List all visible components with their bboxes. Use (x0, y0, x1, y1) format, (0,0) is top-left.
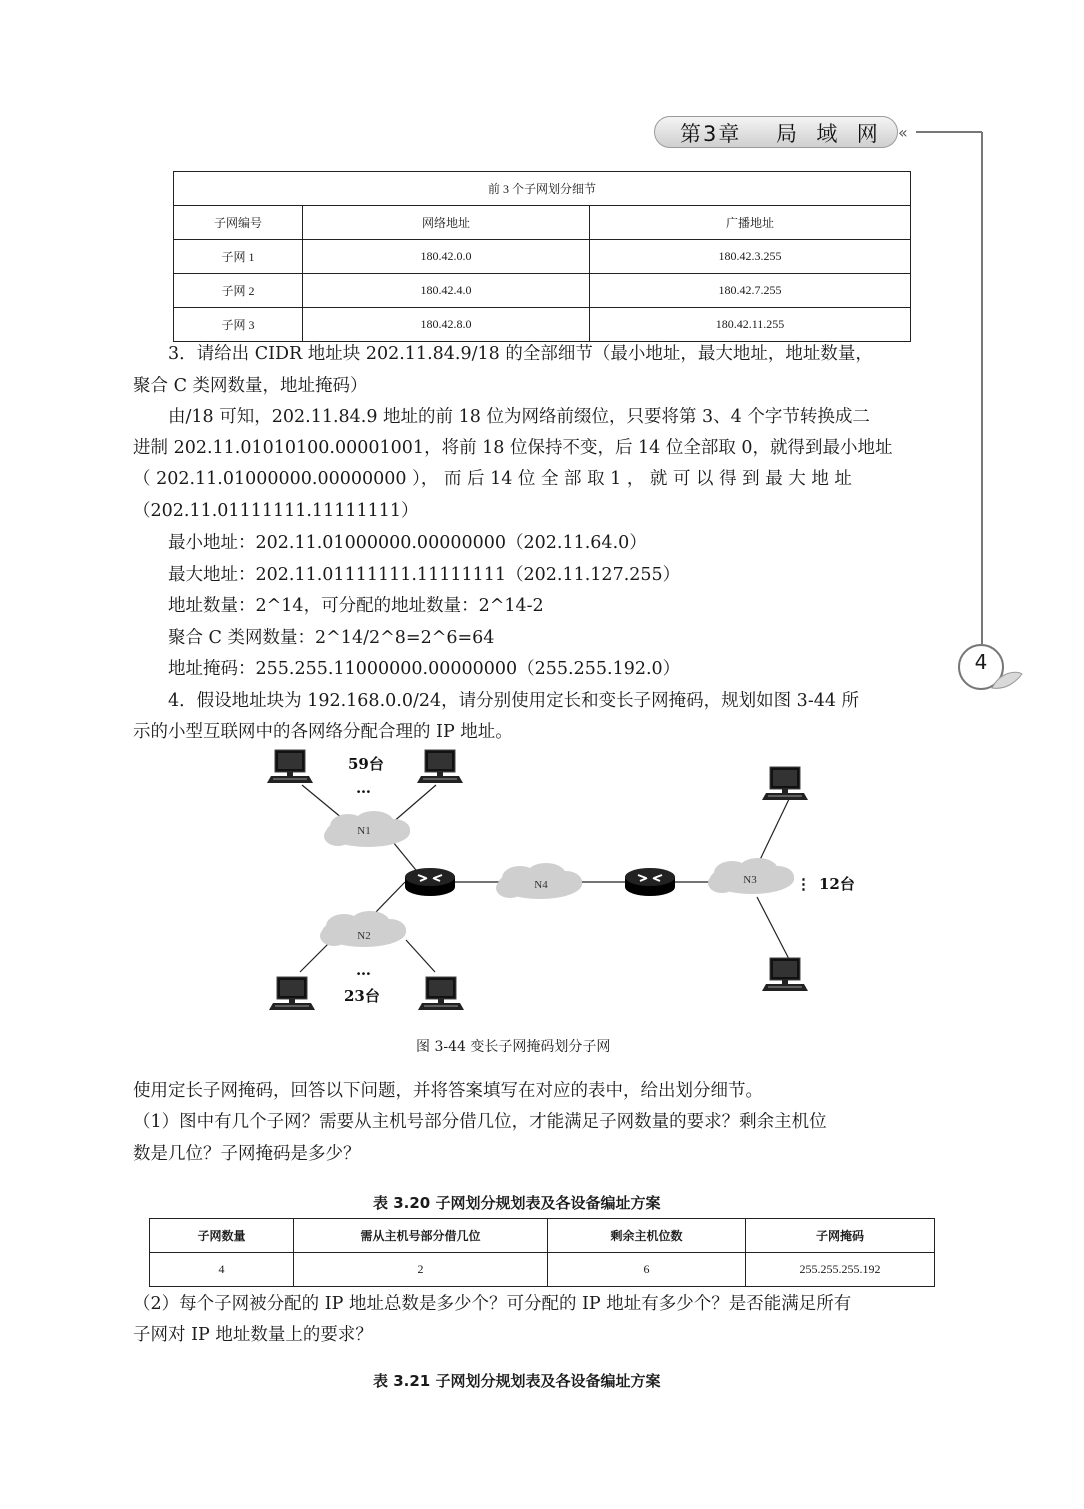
paragraph-line: 4．假设地址块为 192.168.0.0/24，请分别使用定长和变长子网掩码，规划如图 3-44 所 (133, 691, 860, 711)
table-cell: 4 (150, 1253, 294, 1287)
paragraph-line: 子网对 IP 地址数量上的要求？ (133, 1325, 373, 1345)
table-cell: 子网 1 (174, 240, 303, 274)
table-row (174, 274, 911, 308)
computer-icon (762, 958, 808, 991)
paragraph-line: （2）每个子网被分配的 IP 地址总数是多少个？可分配的 IP 地址有多少个？是否能满足所有 (133, 1294, 852, 1314)
host-count-label: 59台 (348, 755, 384, 773)
network-diagram (260, 745, 880, 1020)
table-cell: 2 (294, 1253, 548, 1287)
computer-icon (418, 977, 464, 1010)
vertical-ellipsis: ⋮ (796, 875, 811, 893)
table-cell: 180.42.3.255 (590, 240, 911, 274)
figure-caption: 图 3-44 变长子网掩码划分子网 (416, 1039, 611, 1055)
table-caption: 表 3.21 子网划分规划表及各设备编址方案 (373, 1372, 661, 1390)
ellipsis: … (356, 961, 371, 979)
paragraph-line: 进制 202.11.01010100.00001001，将前 18 位保持不变，后 14 位全部取 0，就得到最小地址 (133, 438, 893, 458)
computer-icon (267, 750, 313, 783)
table-cell: 180.42.8.0 (303, 308, 590, 342)
table-header: 需从主机号部分借几位 (294, 1219, 548, 1253)
chapter-title: 第3章 局 域 网 (680, 122, 880, 146)
paragraph-line: 3．请给出 CIDR 地址块 202.11.84.9/18 的全部细节（最小地址，最大地址，地址数量， (133, 344, 873, 364)
table-row (174, 308, 911, 342)
table-header: 网络地址 (303, 206, 590, 240)
computer-icon (417, 750, 463, 783)
page-number: 4 (974, 650, 988, 674)
paragraph-line: 由/18 可知，202.11.84.9 地址的前 18 位为网络前缀位，只要将第 3、4 个字节转换成二 (133, 407, 870, 427)
paragraph-line: 示的小型互联网中的各网络分配合理的 IP 地址。 (133, 722, 513, 742)
paragraph-line: 聚合 C 类网数量：2^14/2^8=2^6=64 (133, 628, 495, 648)
table-header: 子网编号 (174, 206, 303, 240)
network-label: N4 (534, 879, 548, 891)
host-count-label: 23台 (344, 987, 380, 1005)
paragraph-line: （202.11.01111111.11111111） (133, 501, 419, 521)
paragraph-line: 地址数量：2^14，可分配的地址数量：2^14-2 (133, 596, 544, 616)
subnet-detail-table (173, 171, 911, 342)
paragraph-line: 聚合 C 类网数量，地址掩码） (133, 376, 368, 396)
table-cell: 180.42.7.255 (590, 274, 911, 308)
network-label: N2 (357, 930, 371, 942)
router-icon (405, 868, 455, 896)
table-header: 广播地址 (590, 206, 911, 240)
paragraph-line: 最大地址：202.11.01111111.11111111（202.11.127.255） (133, 565, 681, 585)
table-cell: 180.42.4.0 (303, 274, 590, 308)
table-cell: 子网 2 (174, 274, 303, 308)
network-label: N3 (743, 874, 757, 886)
network-label: N1 (357, 825, 371, 837)
table-caption: 前 3 个子网划分细节 (174, 172, 911, 206)
table-cell: 6 (548, 1253, 746, 1287)
paragraph-line: 地址掩码：255.255.11000000.00000000（255.255.192.0） (133, 659, 681, 679)
computer-icon (762, 767, 808, 800)
table-cell: 子网 3 (174, 308, 303, 342)
table-header: 子网掩码 (746, 1219, 935, 1253)
table-header: 子网数量 (150, 1219, 294, 1253)
table-row (150, 1253, 935, 1287)
table-header: 剩余主机位数 (548, 1219, 746, 1253)
table-cell: 180.42.11.255 (590, 308, 911, 342)
ellipsis: … (356, 779, 371, 797)
paragraph-line: 最小地址：202.11.01000000.00000000（202.11.64.0） (133, 533, 647, 553)
table-cell: 180.42.0.0 (303, 240, 590, 274)
paragraph-line: 数是几位？子网掩码是多少？ (133, 1144, 361, 1164)
table-caption: 表 3.20 子网划分规划表及各设备编址方案 (373, 1194, 661, 1212)
subnet-plan-table (149, 1218, 935, 1287)
paragraph-line: （1）图中有几个子网？需要从主机号部分借几位，才能满足子网数量的要求？剩余主机位 (133, 1112, 827, 1132)
table-row (174, 240, 911, 274)
table-cell: 255.255.255.192 (746, 1253, 935, 1287)
paragraph-line: （ 202.11.01000000.00000000 ）， 而 后 14 位 全 部 取 1 ， 就 可 以 得 到 最 大 地 址 (133, 469, 852, 489)
host-count-label: 12台 (819, 875, 855, 893)
router-icon (625, 868, 675, 896)
decorative-margin-line (896, 118, 996, 678)
paragraph-line: 使用定长子网掩码，回答以下问题，并将答案填写在对应的表中，给出划分细节。 (133, 1081, 763, 1101)
double-chevron-icon: « (898, 123, 908, 142)
computer-icon (269, 977, 315, 1010)
leaf-icon (990, 668, 1026, 694)
